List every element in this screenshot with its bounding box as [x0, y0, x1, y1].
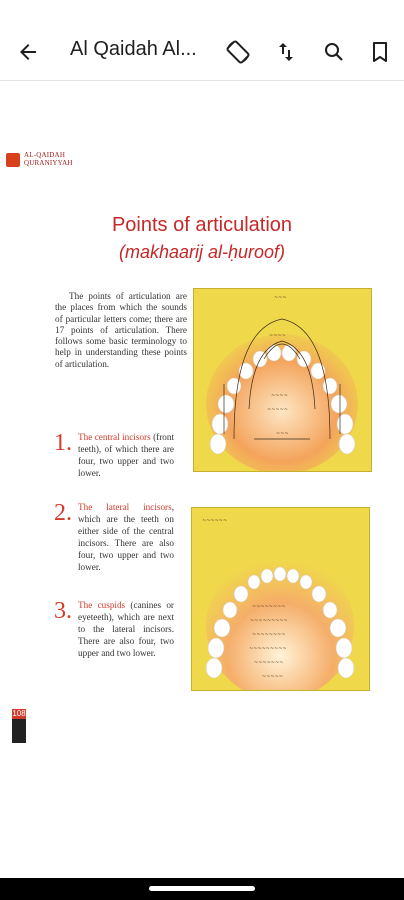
page-number-marker [12, 709, 26, 743]
item-description: (front teeth), of which there are four, two upper and two lower. [78, 432, 174, 478]
screen-rotation-icon [225, 39, 251, 65]
item-number: 1. [54, 430, 72, 456]
item-number: 2. [54, 500, 72, 526]
svg-text:~~~: ~~~ [274, 295, 287, 301]
home-gesture-bar[interactable] [149, 886, 255, 891]
item-description: (canines or eyeteeth), which are next to the lateral incisors. There are also four, two upper and two lower. [78, 600, 174, 658]
swap-vert-icon [274, 40, 298, 64]
item-text [78, 501, 174, 573]
page-subheading: (makhaarij al-ḥuroof) [118, 242, 286, 262]
intro-paragraph: The points of articulation are the places from which the sounds of particular letters come; there are 17 points of articulation. There follows some basic terminology to help in understanding these points of articulation. [55, 291, 187, 369]
item-term: The cuspids [78, 600, 126, 610]
svg-text:~~~~~: ~~~~~ [262, 674, 283, 680]
page-heading: Points of articulation [111, 214, 293, 236]
page-number: 108 [12, 709, 26, 718]
lower-teeth-illustration-icon [192, 508, 369, 690]
rotate-button[interactable] [224, 38, 252, 66]
svg-text:~~~~: ~~~~ [271, 393, 288, 399]
brand-logo [6, 151, 96, 179]
sort-button[interactable] [272, 38, 300, 66]
item-text [78, 599, 174, 659]
document-page[interactable] [0, 81, 404, 878]
brand-line-1: AL-QAIDAH [24, 151, 66, 159]
lower-teeth-figure [191, 507, 370, 691]
search-icon [322, 40, 346, 64]
svg-text:~~~~~: ~~~~~ [267, 407, 288, 413]
back-button[interactable] [16, 40, 40, 64]
svg-text:~~~~~~~~~: ~~~~~~~~~ [250, 618, 288, 624]
item-term: The central incisors [78, 432, 151, 442]
arrow-left-icon [16, 40, 40, 64]
item-text [78, 431, 174, 479]
item-description: , which are the teeth on either side of the central incisors. There are also four, two upper and two lower. [78, 502, 174, 572]
document-title: Al Qaidah Al... [70, 38, 197, 60]
svg-text:~~~~~~: ~~~~~~ [202, 518, 228, 524]
svg-text:~~~~~~~: ~~~~~~~ [254, 660, 284, 666]
app-bar [0, 0, 404, 81]
svg-text:~~~~: ~~~~ [269, 333, 286, 339]
svg-text:~~~: ~~~ [276, 431, 289, 437]
svg-text:~~~~~~~~: ~~~~~~~~ [252, 632, 286, 638]
upper-teeth-figure [193, 288, 372, 472]
item-number: 3. [54, 598, 72, 624]
bookmark-icon [368, 40, 392, 64]
item-term: The lateral incisors [78, 502, 172, 512]
brand-line-2: QURANIYYAH [24, 159, 73, 167]
system-nav-bar [0, 878, 404, 900]
svg-text:~~~~~~~~: ~~~~~~~~ [252, 604, 286, 610]
brand-mark-icon [6, 153, 20, 167]
svg-text:~~~~~~~~~: ~~~~~~~~~ [249, 646, 287, 652]
search-button[interactable] [320, 38, 348, 66]
bookmark-button[interactable] [366, 38, 394, 66]
upper-teeth-illustration-icon [194, 289, 371, 471]
